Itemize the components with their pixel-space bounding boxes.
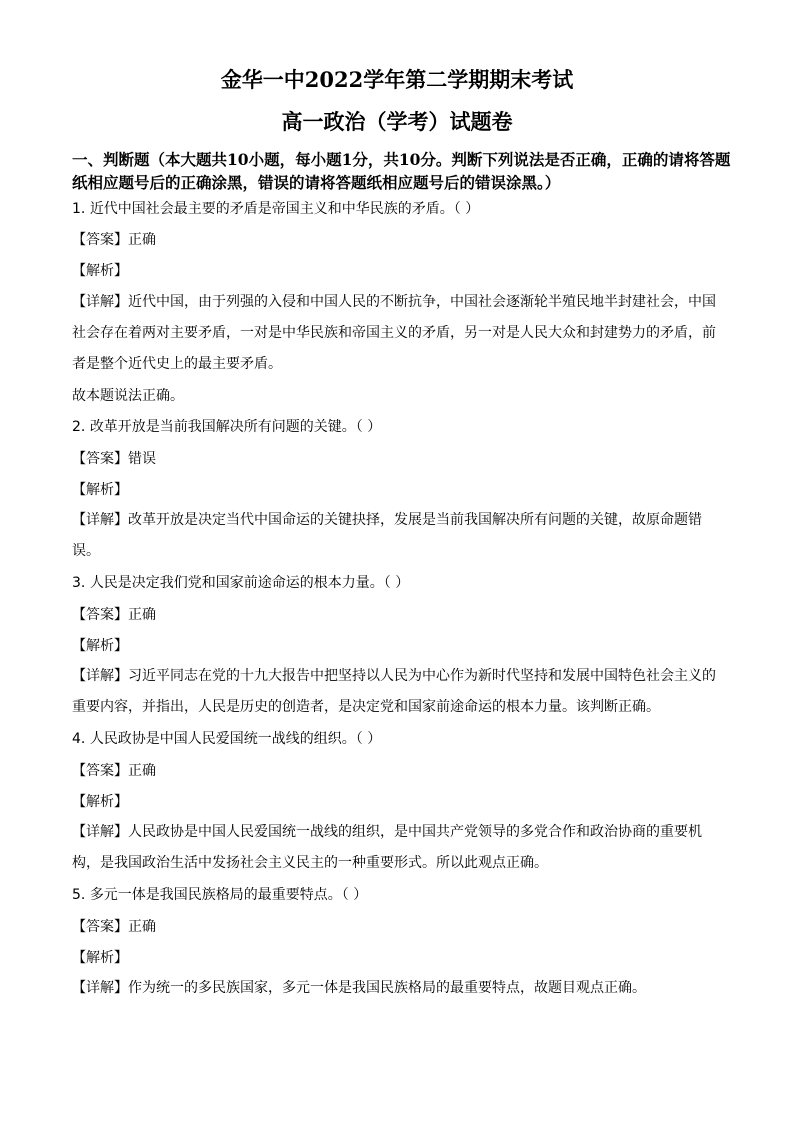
- detail-text: 人民政协是中国人民爱国统一战线的组织，是中国共产党领导的多党合作和政治协商的重要机构，是我国政治生活中发扬社会主义民主的一种重要形式。所以此观点正确。: [72, 824, 702, 871]
- analysis-label-1: 【解析】: [72, 263, 128, 279]
- question-number: 5.: [72, 887, 86, 903]
- section-heading: 一、判断题（本大题共10小题，每小题1分，共10分。判断下列说法是否正确，正确的请将答题纸相应题号后的正确涂黑，错误的请将答题纸相应题号后的错误涂黑。）: [72, 150, 731, 192]
- question-text: 改革开放是当前我国解决所有问题的关键。（ ）: [89, 419, 382, 435]
- detail-text: 近代中国，由于列强的入侵和中国人民的不断抗争，中国社会逐渐轮半殖民地半封建社会，中国社会存在着两对主要矛盾，一对是中华民族和帝国主义的矛盾，另一对是人民大众和封建势力的矛盾，前者是整个近代史上的最主要矛盾。: [72, 294, 716, 372]
- answer-value: 正确: [128, 919, 156, 935]
- answer-row-3: [72, 605, 724, 625]
- detail-row-1: [72, 287, 724, 380]
- detail-row-5: [72, 973, 724, 1004]
- answer-label: 【答案】: [72, 451, 128, 467]
- exam-title: 金华一中2022学年第二学期期末考试: [220, 67, 574, 92]
- question-number: 2.: [72, 419, 86, 435]
- question-1: [72, 199, 724, 219]
- answer-label: 【答案】: [72, 232, 128, 248]
- analysis-label-3: 【解析】: [72, 638, 128, 654]
- question-5: [72, 885, 724, 905]
- answer-value: 正确: [128, 607, 156, 623]
- answer-value: 错误: [128, 451, 156, 467]
- answer-label: 【答案】: [72, 763, 128, 779]
- answer-value: 正确: [128, 232, 156, 248]
- detail-label: 【详解】: [72, 512, 128, 528]
- question-number: 1.: [72, 201, 86, 217]
- question-2: [72, 417, 724, 437]
- detail-row-3: [72, 661, 724, 723]
- question-text: 多元一体是我国民族格局的最重要特点。（ ）: [89, 887, 368, 903]
- question-text: 近代中国社会最主要的矛盾是帝国主义和中华民族的矛盾。（ ）: [89, 201, 480, 217]
- detail-label: 【详解】: [72, 980, 128, 996]
- answer-row-5: [72, 917, 724, 937]
- conclusion-1: 故本题说法正确。: [72, 388, 184, 404]
- analysis-label-5: 【解析】: [72, 950, 128, 966]
- detail-row-4: [72, 817, 724, 879]
- question-text: 人民是决定我们党和国家前途命运的根本力量。（ ）: [89, 575, 410, 591]
- answer-row-1: [72, 230, 724, 250]
- detail-text: 习近平同志在党的十九大报告中把坚持以人民为中心作为新时代坚持和发展中国特色社会主义的重要内容，并指出，人民是历史的创造者，是决定党和国家前途命运的根本力量。该判断正确。: [72, 668, 716, 715]
- detail-text: 作为统一的多民族国家，多元一体是我国民族格局的最重要特点，故题目观点正确。: [128, 980, 646, 996]
- detail-label: 【详解】: [72, 824, 128, 840]
- answer-value: 正确: [128, 763, 156, 779]
- answer-row-4: [72, 761, 724, 781]
- detail-label: 【详解】: [72, 294, 128, 310]
- question-number: 3.: [72, 575, 86, 591]
- exam-subtitle: 高一政治（学考）试题卷: [281, 109, 513, 134]
- detail-row-2: [72, 505, 724, 567]
- question-text: 人民政协是中国人民爱国统一战线的组织。（ ）: [89, 731, 382, 747]
- question-3: [72, 573, 724, 593]
- answer-row-2: [72, 449, 724, 469]
- detail-text: 改革开放是决定当代中国命运的关键抉择，发展是当前我国解决所有问题的关键，故原命题错误。: [72, 512, 702, 559]
- answer-label: 【答案】: [72, 919, 128, 935]
- analysis-label-2: 【解析】: [72, 482, 128, 498]
- analysis-label-4: 【解析】: [72, 794, 128, 810]
- question-4: [72, 729, 724, 749]
- question-number: 4.: [72, 731, 86, 747]
- detail-label: 【详解】: [72, 668, 128, 684]
- answer-label: 【答案】: [72, 607, 128, 623]
